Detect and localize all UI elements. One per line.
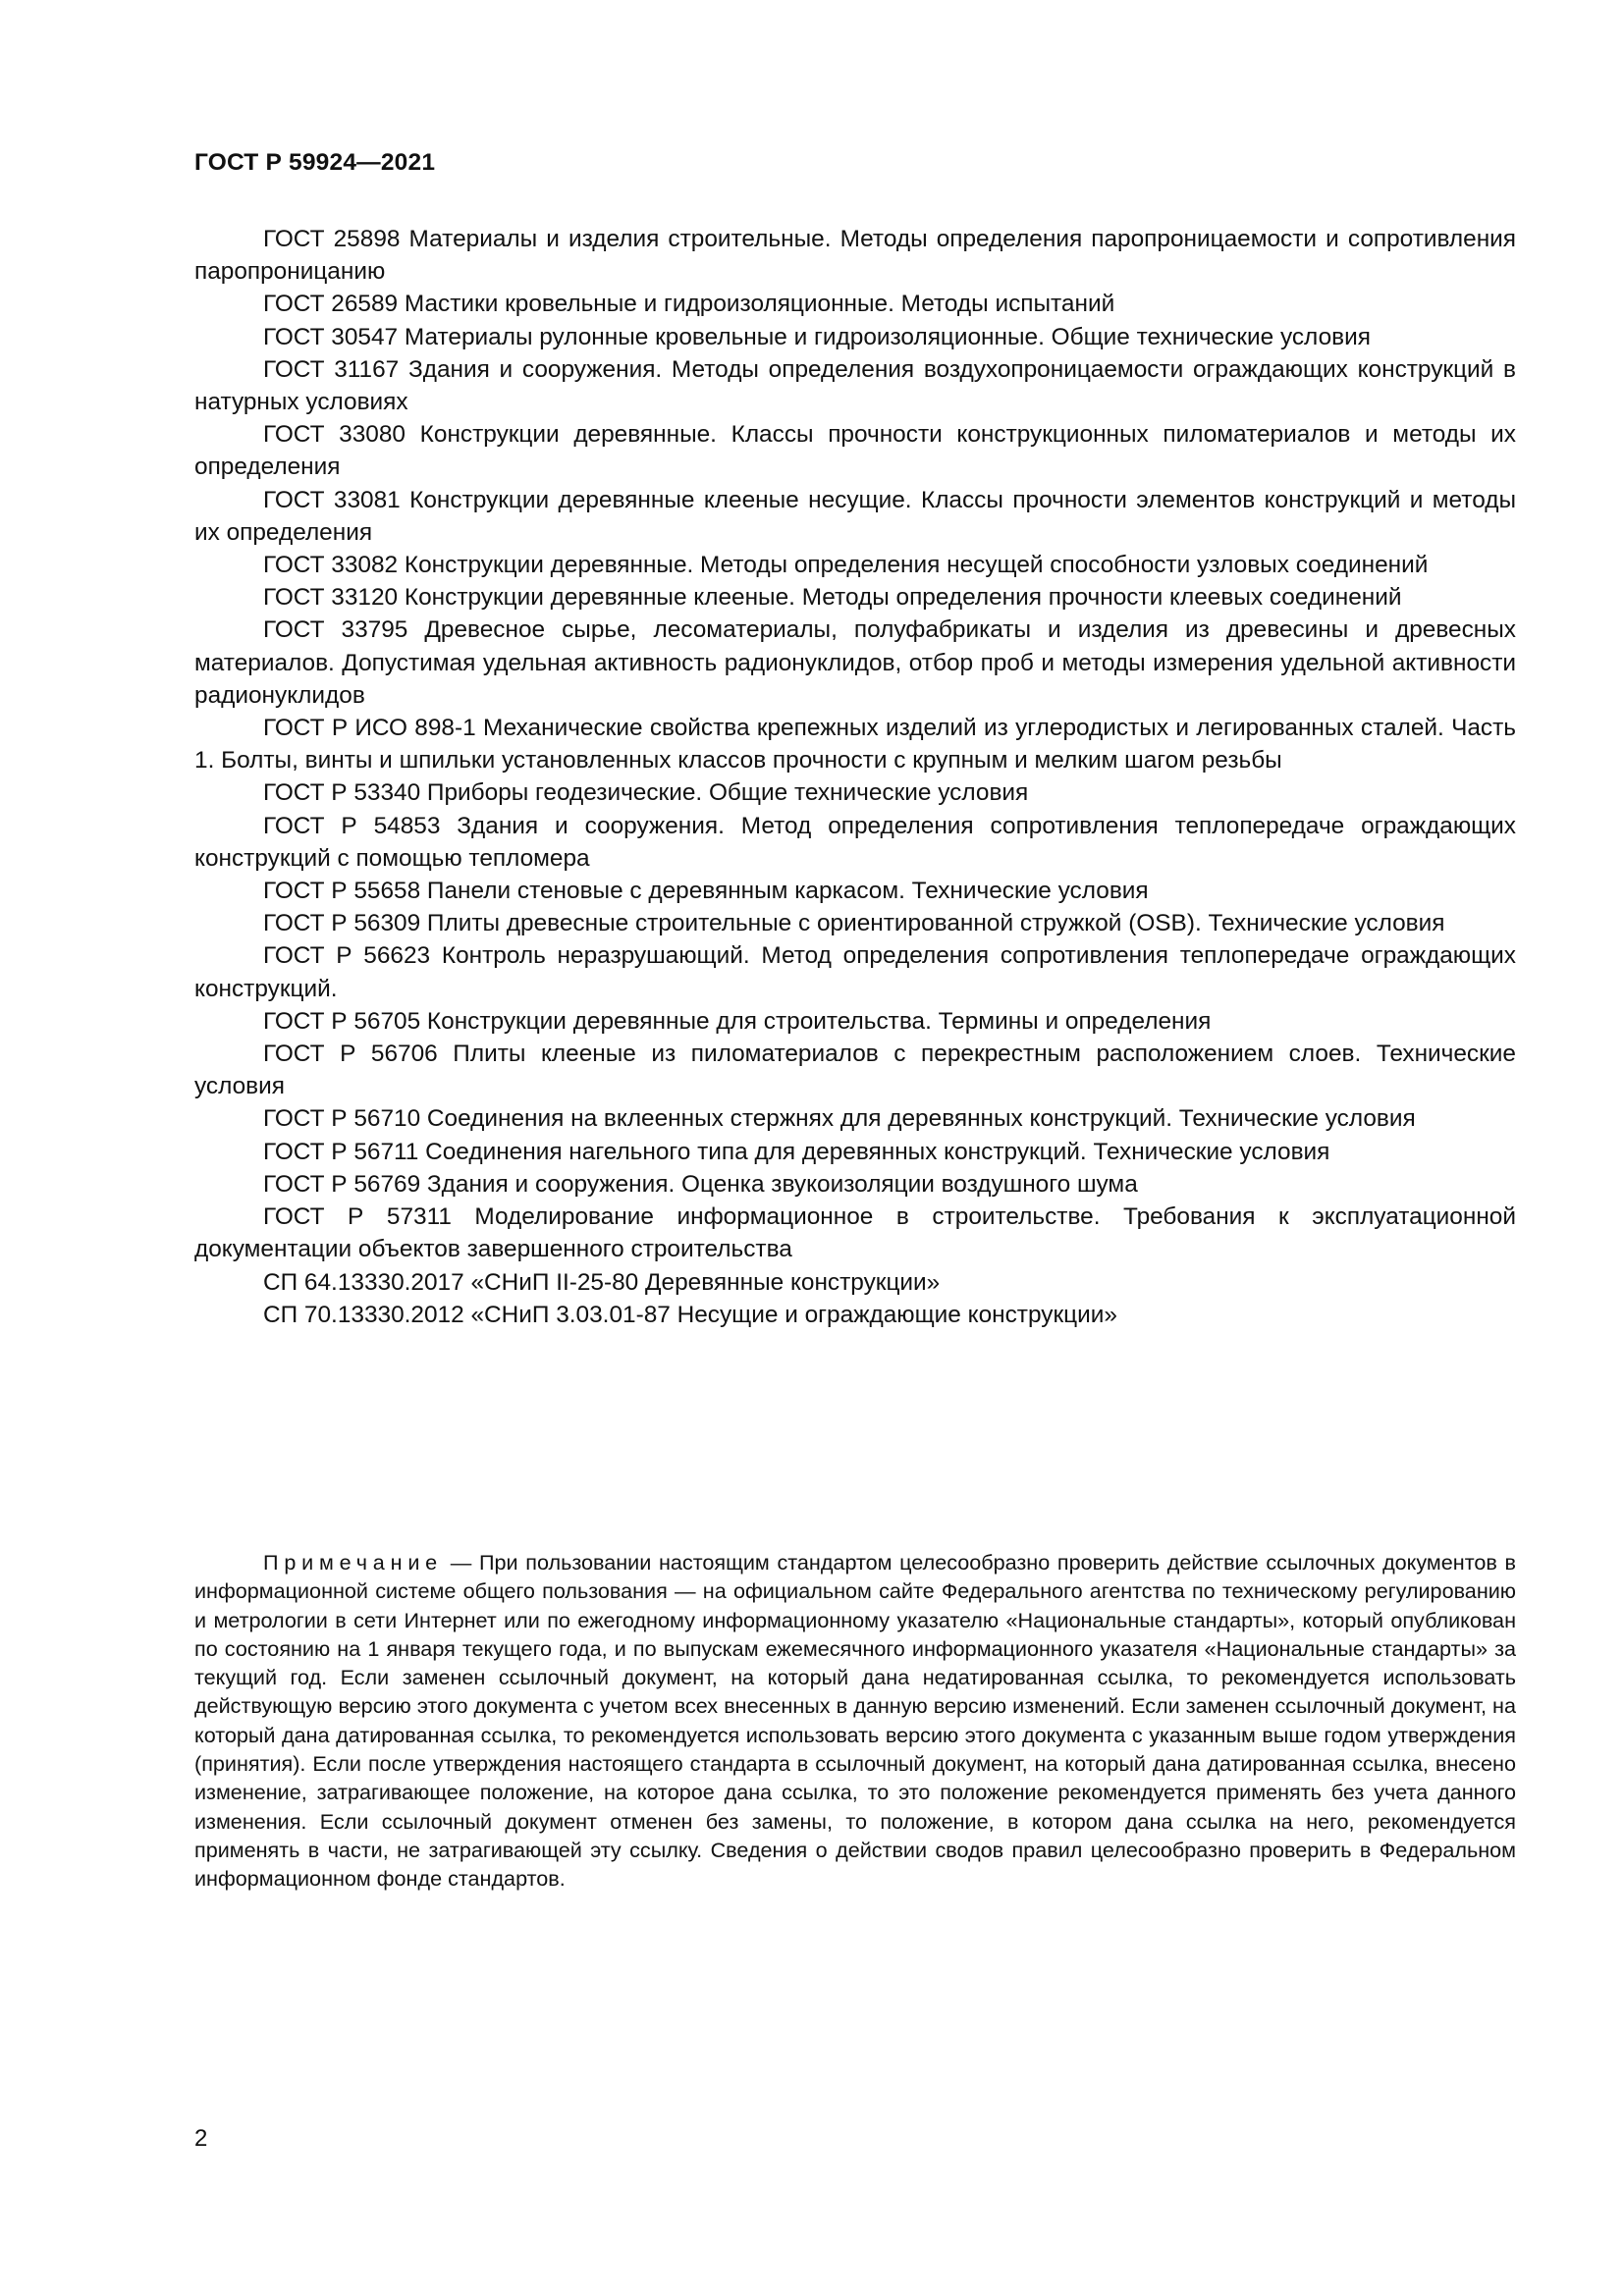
reference-entry: ГОСТ Р 57311 Моделирование информационное в строительстве. Требования к эксплуатационной документации объектов завершенного строительства bbox=[194, 1203, 1516, 1263]
note-text: — При пользовании настоящим стандартом целесообразно проверить действие ссылочных документов в информационной системе общего пользования — на официальном сайте Федерального агентства по техническому регулированию и метрологии в сети Интернет или по ежегодному информационному указателю «Национальные стандарты», который опубликован по состоянию на 1 января текущего года, и по выпускам ежемесячного информационного указателя «Национальные стандарты» за текущий год. Если заменен ссылочный документ, на который дана недатированная ссылка, то рекомендуется использовать действующую версию этого документа с учетом всех внесенных в данную версию изменений. Если заменен ссылочный документ, на который дана датированная ссылка, то рекомендуется использовать версию этого документа с указанным выше годом утверждения (принятия). Если после утверждения настоящего стандарта в ссылочный документ, на который дана датированная ссылка, внесено изменение, затрагивающее положение, на которое дана ссылка, то это положение рекомендуется применять без учета данного изменения. Если ссылочный документ отменен без замены, то положение, в котором дана ссылка на него, рекомендуется применять в части, не затрагивающей эту ссылку. Сведения о действии сводов правил целесообразно проверить в Федеральном информационном фонде стандартов. bbox=[194, 1550, 1516, 1892]
document-header: ГОСТ Р 59924—2021 bbox=[194, 149, 436, 176]
reference-entry: СП 70.13330.2012 «СНиП 3.03.01-87 Несущие и ограждающие конструкции» bbox=[263, 1301, 1117, 1328]
reference-entry: ГОСТ 33120 Конструкции деревянные клееные. Методы определения прочности клеевых соединений bbox=[263, 584, 1402, 612]
reference-entry: ГОСТ Р 56710 Соединения на вклеенных стержнях для деревянных конструкций. Технические условия bbox=[263, 1105, 1416, 1133]
reference-entry: СП 64.13330.2017 «СНиП II-25-80 Деревянные конструкции» bbox=[263, 1268, 941, 1296]
reference-entry: ГОСТ 33081 Конструкции деревянные клееные несущие. Классы прочности элементов конструкций и методы их определения bbox=[194, 486, 1516, 546]
reference-entry: ГОСТ Р 55658 Панели стеновые с деревянным каркасом. Технические условия bbox=[263, 878, 1149, 905]
reference-entry: ГОСТ Р ИСО 898-1 Механические свойства крепежных изделий из углеродистых и легированных сталей. Часть 1. Болты, винты и шпильки установленных классов прочности с крупным и мелким шагом резьбы bbox=[194, 715, 1516, 774]
reference-entry: ГОСТ Р 56706 Плиты клееные из пиломатериалов с перекрестным расположением слоев. Технические условия bbox=[194, 1041, 1516, 1100]
reference-entry: ГОСТ 26589 Мастики кровельные и гидроизоляционные. Методы испытаний bbox=[263, 291, 1115, 318]
normative-references-list bbox=[194, 223, 1516, 1331]
reference-entry: ГОСТ 25898 Материалы и изделия строительные. Методы определения паропроницаемости и сопротивления паропроницанию bbox=[194, 226, 1516, 286]
reference-entry: ГОСТ Р 56711 Соединения нагельного типа для деревянных конструкций. Технические условия bbox=[263, 1138, 1330, 1165]
reference-entry: ГОСТ Р 56309 Плиты древесные строительные с ориентированной стружкой (OSB). Технические условия bbox=[263, 910, 1445, 937]
reference-entry: ГОСТ Р 56623 Контроль неразрушающий. Метод определения сопротивления теплопередаче ограждающих конструкций. bbox=[194, 942, 1516, 1002]
reference-entry: ГОСТ Р 56769 Здания и сооружения. Оценка звукоизоляции воздушного шума bbox=[263, 1170, 1138, 1198]
reference-entry: ГОСТ 33080 Конструкции деревянные. Классы прочности конструкционных пиломатериалов и методы их определения bbox=[194, 421, 1516, 481]
reference-entry: ГОСТ 33082 Конструкции деревянные. Методы определения несущей способности узловых соединений bbox=[263, 552, 1429, 579]
reference-entry: ГОСТ 30547 Материалы рулонные кровельные и гидроизоляционные. Общие технические условия bbox=[263, 323, 1371, 350]
reference-entry: ГОСТ Р 53340 Приборы геодезические. Общие технические условия bbox=[263, 779, 1029, 807]
note-paragraph bbox=[194, 1548, 1516, 1894]
reference-entry: ГОСТ Р 56705 Конструкции деревянные для строительства. Термины и определения bbox=[263, 1007, 1212, 1035]
reference-entry: ГОСТ 31167 Здания и сооружения. Методы определения воздухопроницаемости ограждающих конструкций в натурных условиях bbox=[194, 355, 1516, 416]
note-label: Примечание bbox=[263, 1550, 443, 1575]
page-number: 2 bbox=[194, 2125, 208, 2152]
reference-entry: ГОСТ 33795 Древесное сырье, лесоматериалы, полуфабрикаты и изделия из древесины и древесных материалов. Допустимая удельная активность радионуклидов, отбор проб и методы измерения удельной активности радионуклидов bbox=[194, 616, 1516, 709]
reference-entry: ГОСТ Р 54853 Здания и сооружения. Метод определения сопротивления теплопередаче ограждающих конструкций с помощью тепломера bbox=[194, 812, 1516, 872]
